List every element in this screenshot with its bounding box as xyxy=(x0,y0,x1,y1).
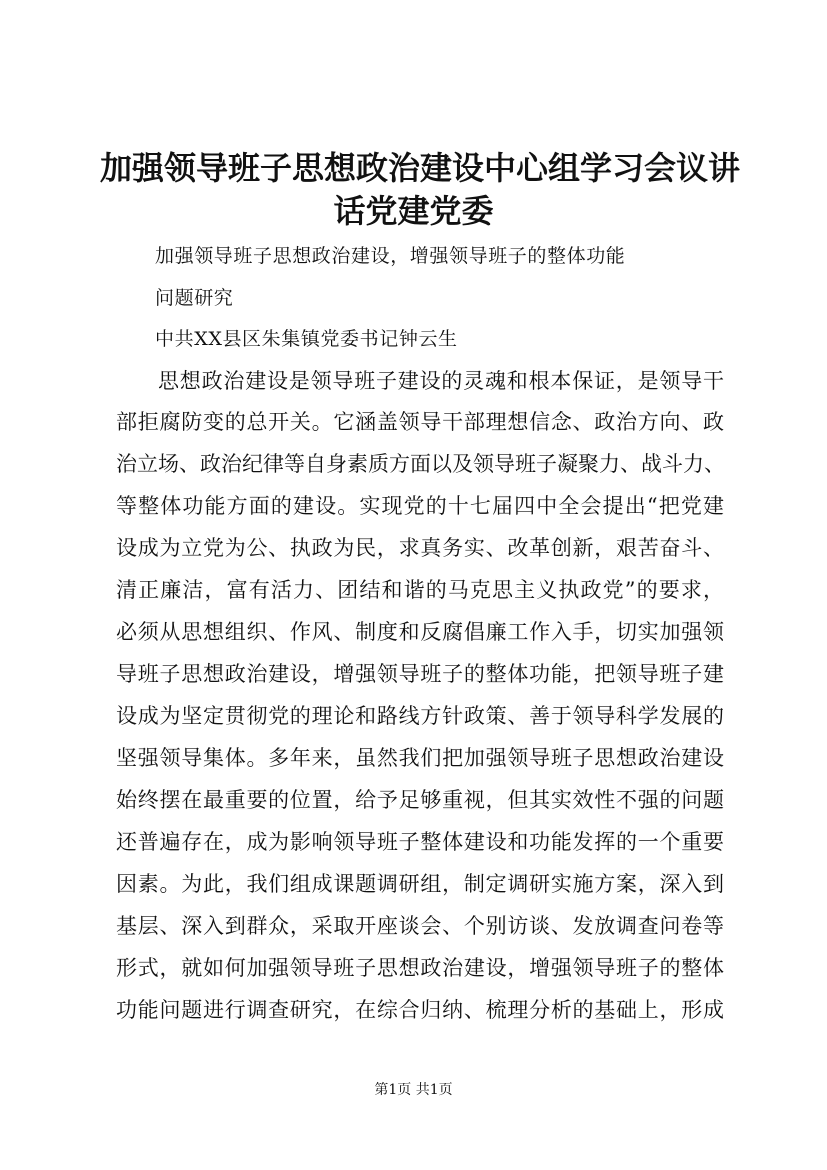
body-line: 清正廉洁，富有活力、团结和谐的马克思主义执政党”的要求， xyxy=(116,578,724,602)
body-line: 必须从思想组织、作风、制度和反腐倡廉工作入手，切实加强领 xyxy=(116,620,724,644)
body-line: 功能问题进行调查研究，在综合归纳、梳理分析的基础上，形成 xyxy=(116,998,724,1022)
body-line: 治立场、政治纪律等自身素质方面以及领导班子凝聚力、战斗力、 xyxy=(116,452,725,476)
body-line: 等整体功能方面的建设。实现党的十七届四中全会提出“把党建 xyxy=(116,494,724,518)
body-line: 始终摆在最重要的位置，给予足够重视，但其实效性不强的问题 xyxy=(116,788,724,812)
body-line: 设成为坚定贯彻党的理论和路线方针政策、善于领导科学发展的 xyxy=(116,704,724,728)
body-line: 形式，就如何加强领导班子思想政治建设，增强领导班子的整体 xyxy=(116,956,724,980)
body-line: 思想政治建设是领导班子建设的灵魂和根本保证，是领导干 xyxy=(158,369,724,393)
body-line: 导班子思想政治建设，增强领导班子的整体功能，把领导班子建 xyxy=(116,662,724,686)
page-footer: 第1页 共1页 xyxy=(374,1082,453,1098)
document-title-line-1: 加强领导班子思想政治建设中心组学习会议讲 xyxy=(100,149,741,187)
body-line: 因素。为此，我们组成课题调研组，制定调研实施方案，深入到 xyxy=(116,872,724,896)
subtitle-line-1: 加强领导班子思想政治建设，增强领导班子的整体功能 xyxy=(155,245,626,267)
body-line: 基层、深入到群众，采取开座谈会、个别访谈、发放调查问卷等 xyxy=(116,914,724,938)
document-title-line-2: 话党建党委 xyxy=(333,192,494,230)
body-line: 设成为立党为公、执政为民，求真务实、改革创新，艰苦奋斗、 xyxy=(116,536,724,560)
subtitle-line-2: 问题研究 xyxy=(155,287,234,309)
body-line: 部拒腐防变的总开关。它涵盖领导干部理想信念、政治方向、政 xyxy=(116,410,724,434)
body-line: 还普遍存在，成为影响领导班子整体建设和功能发挥的一个重要 xyxy=(116,830,724,854)
body-line: 坚强领导集体。多年来，虽然我们把加强领导班子思想政治建设 xyxy=(116,746,724,770)
author-line: 中共XX县区朱集镇党委书记钟云生 xyxy=(155,328,458,350)
